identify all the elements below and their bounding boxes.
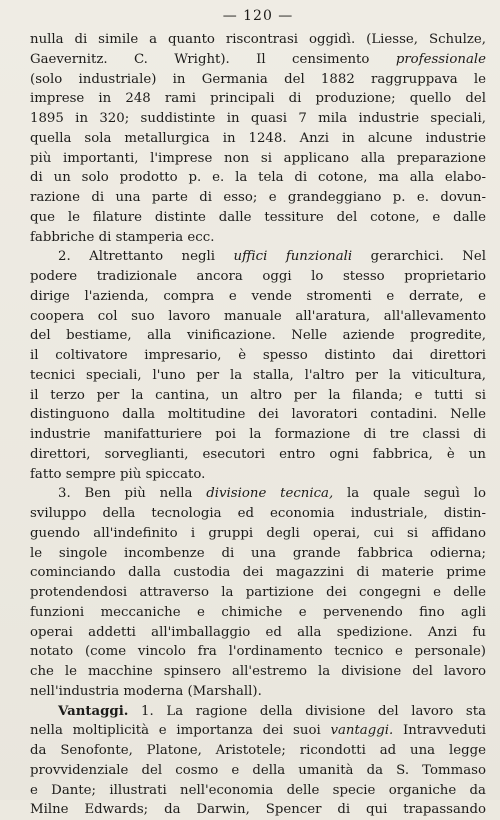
text-line: distinguono dalla moltitudine dei lavoratori contadini. Nelle (30, 407, 486, 423)
text-line: dirige l'azienda, compra e vende stromenti e derrate, e (30, 288, 486, 304)
text-line: sviluppo della tecnologia ed economia industriale, distin- (30, 506, 486, 521)
text-line: guendo all'indefinito i gruppi degli operai, cui si affidano (30, 525, 486, 541)
text-line: fatto sempre più spiccato. (30, 466, 206, 482)
text-line: 1895 in 320; suddistinte in quasi 7 mila industrie speciali, (30, 111, 486, 126)
page-number: — 120 — (222, 8, 294, 24)
text-line: di un solo prodotto p. e. la tela di cotone, ma alla elabo- (30, 170, 486, 186)
text-line: nell'industria moderna (Marshall). (30, 683, 262, 699)
text-line: (solo industriale) in Germania del 1882 raggruppava le (30, 71, 486, 87)
text-line: tecnici speciali, l'uno per la stalla, l'altro per la viticultura, (30, 367, 486, 383)
text-line: Milne Edwards; da Darwin, Spencer di qui trapassando (30, 802, 486, 818)
text-line: Gaevernitz. C. Wright). Il censimento professionale (30, 51, 486, 67)
body-text (30, 30, 486, 820)
text-line: fabbriche di stamperia ecc. (30, 229, 215, 245)
text-line: Vantaggi. 1. La ragione della divisione del lavoro sta (58, 703, 486, 719)
text-line: podere tradizionale ancora oggi lo stesso proprietario (30, 269, 486, 284)
text-line: 3. Ben più nella divisione tecnica, la quale seguì lo (58, 486, 486, 502)
text-line: notato (come vincolo fra l'ordinamento tecnico e personale) (30, 644, 486, 660)
text-line: industrie manifatturiere poi la formazione di tre classi di (30, 427, 486, 442)
text-line: direttori, sorveglianti, esecutori entro ogni fabbrica, è un (30, 446, 486, 462)
text-line: del bestiame, alla vinificazione. Nelle aziende progredite, (30, 328, 486, 344)
text-line: que le filature distinte dalle tessiture del cotone, e dalle (30, 209, 486, 225)
text-line: protendendosi attraverso la partizione dei congegni e delle (30, 585, 486, 600)
text-line: imprese in 248 rami principali di produzione; quello del (30, 91, 486, 107)
text-line: coopera col suo lavoro manuale all'aratura, all'allevamento (30, 308, 486, 324)
text-line: quella sola metallurgica in 1248. Anzi in alcune industrie (30, 130, 486, 146)
text-line: il terzo per la cantina, un altro per la filanda; e tutti si (30, 387, 486, 403)
text-line: razione di una parte di esso; e grandeggiano p. e. dovun- (30, 190, 486, 205)
text-line: da Senofonte, Platone, Aristotele; ricondotti ad una legge (30, 743, 486, 758)
text-line: cominciando dalla custodia dei magazzini di materie prime (30, 565, 486, 581)
text-line: che le macchine spinsero all'estremo la divisione del lavoro (30, 664, 486, 679)
text-line: 2. Altrettanto negli uffici funzionali gerarchici. Nel (58, 249, 486, 265)
text-line: e Dante; illustrati nell'economia delle specie organiche da (30, 782, 486, 798)
text-line: provvidenziale del cosmo e della umanità da S. Tommaso (30, 762, 486, 778)
text-line: più importanti, l'imprese non si applicano alla preparazione (30, 150, 486, 166)
text-line: operai addetti all'imballaggio ed alla spedizione. Anzi fu (30, 624, 486, 640)
text-line: nella moltiplicità e importanza dei suoi vantaggi. Intravveduti (30, 723, 486, 739)
text-line: le singole incombenze di una grande fabbrica odierna; (30, 545, 486, 561)
text-line: funzioni meccaniche e chimiche e pervenendo fino agli (30, 604, 486, 620)
text-line: nulla di simile a quanto riscontrasi oggidì. (Liesse, Schulze, (30, 32, 486, 47)
text-line: il coltivatore impresario, è spesso distinto dai direttori (30, 348, 486, 363)
